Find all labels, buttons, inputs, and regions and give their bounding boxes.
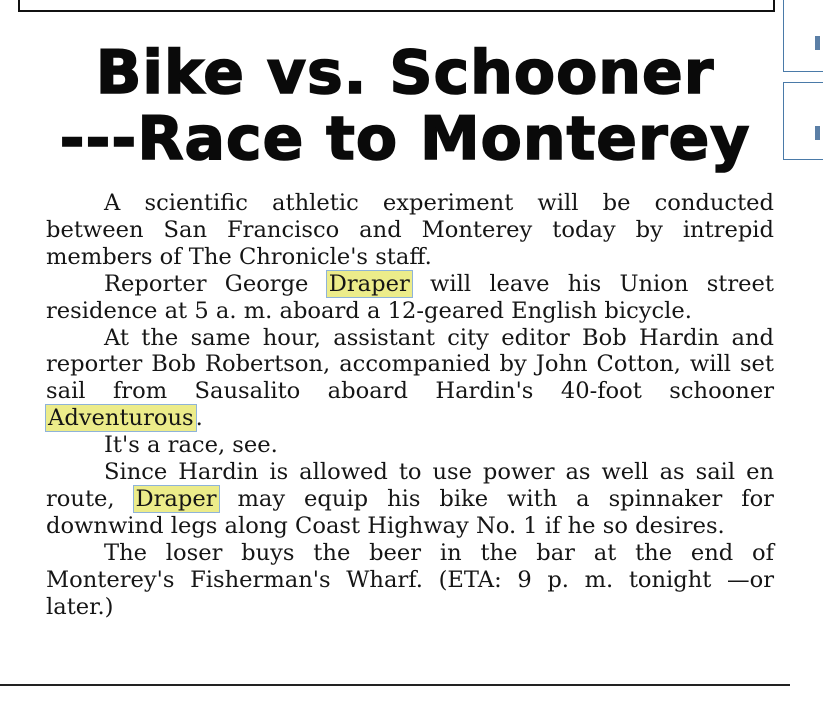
paragraph-text: At the same hour, assistant city editor Bob Hardin and reporter Bob Robertson, accompanied by John Cotton, will set sail from Sausalito aboard Hardin's 40-foot schooner	[46, 324, 774, 405]
paragraph-text: Reporter George	[104, 270, 327, 297]
paragraph-2	[46, 271, 774, 325]
headline	[40, 40, 770, 172]
top-column-rule	[18, 0, 775, 12]
search-highlight-adventurous[interactable]: Adventurous	[48, 405, 194, 432]
edge-marker-icon	[815, 36, 820, 50]
paragraph-text: will leave his Union street residence at 5 a. m. aboard a 12-geared English bicycle.	[46, 270, 774, 324]
paragraph-6	[46, 540, 774, 621]
article-body	[46, 190, 774, 621]
paragraph-text: It's a race, see.	[104, 432, 278, 459]
headline-line-1: Bike vs. Schooner	[95, 38, 715, 108]
paragraph-4	[46, 432, 774, 459]
edge-marker-icon	[815, 126, 820, 140]
paragraph-text: A scientific athletic experiment will be conducted between San Francisco and Monterey today by intrepid members of The Chronicle's staff.	[46, 190, 774, 270]
paragraph-3	[46, 325, 774, 433]
search-highlight-draper[interactable]: Draper	[135, 485, 217, 512]
paragraph-text: Since Hardin is allowed to use power as well as sail en route,	[46, 459, 774, 512]
paragraph-1	[46, 190, 774, 271]
paragraph-text: The loser buys the beer in the bar at the end of Monterey's Fisherman's Wharf. (ETA: 9 p. m. tonight —or later.)	[46, 539, 774, 620]
search-highlight-draper[interactable]: Draper	[328, 270, 410, 297]
adjacent-column-edge-middle	[783, 82, 823, 160]
paragraph-5	[46, 459, 774, 540]
paragraph-text: may equip his bike with a spinnaker for downwind legs along Coast Highway No. 1 if he so desires.	[46, 485, 774, 539]
paragraph-text: .	[195, 405, 203, 432]
bottom-column-rule	[0, 684, 790, 686]
headline-line-2: ---Race to Monterey	[59, 104, 751, 174]
